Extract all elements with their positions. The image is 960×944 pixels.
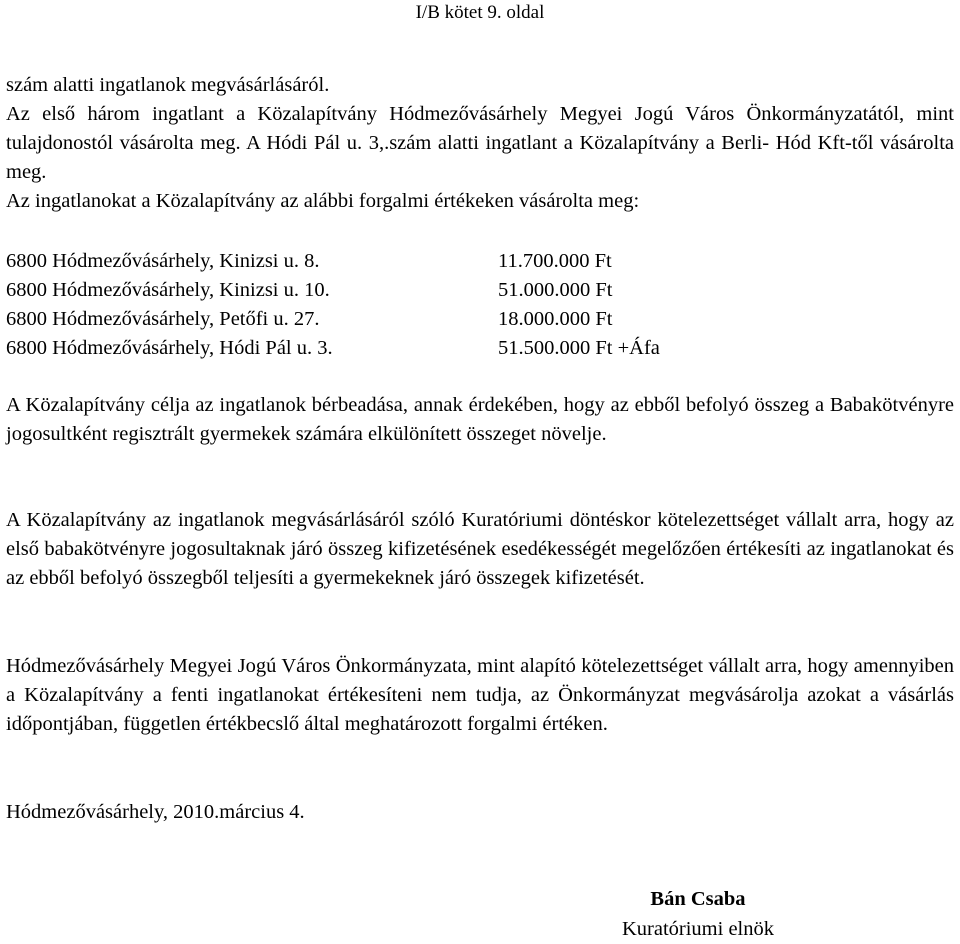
property-price: 18.000.000 Ft [498,308,613,330]
signatory-name: Bán Csaba [650,888,746,910]
municipality-paragraph: Hódmezővásárhely Megyei Jogú Város Önkormányzata, mint alapító kötelezettséget vállalt arra, hogy amennyiben a Közalapítvány a fenti ingatlanokat értékesíteni nem tudja, az Önkormányzat megvásárolja azokat a vásárlás időpontjában, független értékbecslő által meghatározott forgalmi értéken. [6,655,954,735]
property-price: 11.700.000 Ft [498,250,612,272]
signature-block [598,884,798,944]
decision-paragraph: A Közalapítvány az ingatlanok megvásárlásáról szóló Kuratóriumi döntéskor kötelezettséget vállalt arra, hogy az első babakötvényre jogosultaknak járó összeg kifizetésének esedékességét megelőzően értékesíti az ingatlanokat és az ebből befolyó összegből teljesíti a gyermekeknek járó összegek kifizetését. [6,509,954,589]
property-list [6,247,954,363]
property-row [6,276,954,305]
signatory-role: Kuratóriumi elnök [621,918,774,940]
property-address: 6800 Hódmezővásárhely, Petőfi u. 27. [6,308,320,330]
goal-paragraph: A Közalapítvány célja az ingatlanok bérbeadása, annak érdekében, hogy az ebből befolyó összeg a Babakötvényre jogosultként regisztrált gyermekek számára elkülönített összeget növelje. [6,394,954,445]
property-price: 51.500.000 Ft +Áfa [498,337,660,359]
property-address: 6800 Hódmezővásárhely, Hódi Pál u. 3. [6,337,333,359]
intro-block [6,71,954,216]
date-line: Hódmezővásárhely, 2010.március 4. [6,801,305,823]
property-price: 51.000.000 Ft [498,279,613,301]
intro-line-1: szám alatti ingatlanok megvásárlásáról. [6,74,330,96]
property-row [6,247,954,276]
property-row [6,305,954,334]
intro-paragraph: Az első három ingatlant a Közalapítvány Hódmezővásárhely Megyei Jogú Város Önkormányzatától, mint tulajdonostól vásárolta meg. A Hódi Pál u. 3,.szám alatti ingatlant a Közalapítvány a Berli- Hód Kft-től vásárolta meg. [6,103,954,183]
page-header: I/B kötet 9. oldal [415,2,545,23]
property-address: 6800 Hódmezővásárhely, Kinizsi u. 10. [6,279,330,301]
property-row [6,334,954,363]
intro-line-3: Az ingatlanokat a Közalapítvány az alábbi forgalmi értékeken vásárolta meg: [6,190,640,212]
property-address: 6800 Hódmezővásárhely, Kinizsi u. 8. [6,250,320,272]
